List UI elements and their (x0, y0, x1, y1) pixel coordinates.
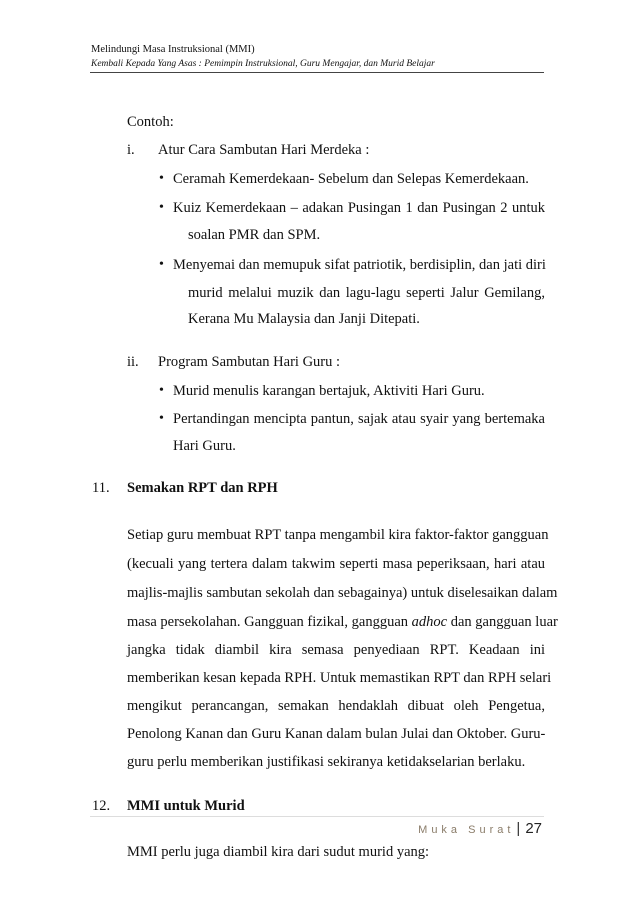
section-11-para-line-9: guru perlu memberikan justifikasi sekiranya ketidakselarian berlaku. (127, 754, 526, 770)
section-12-number: 12. (92, 798, 111, 814)
list-i-bullet-3-line-2: murid melalui muzik dan lagu-lagu seperti Jalur Gemilang, (188, 285, 545, 301)
section-11-para-line-4: masa persekolahan. Gangguan fizikal, gangguan adhoc dan gangguan luar (127, 614, 558, 630)
header-title: Melindungi Masa Instruksional (MMI) (91, 44, 255, 55)
bullet-icon: • (159, 383, 164, 398)
list-title-ii: Program Sambutan Hari Guru : (158, 354, 341, 370)
list-i-bullet-2-line-2: soalan PMR dan SPM. (188, 227, 321, 243)
page-label: Muka Surat (418, 824, 515, 836)
list-title-i: Atur Cara Sambutan Hari Merdeka : (158, 142, 370, 158)
section-11-number: 11. (92, 480, 110, 496)
section-11-para-line-3: majlis-majlis sambutan sekolah dan sebagainya) untuk diselesaikan dalam (127, 585, 558, 601)
list-ii-bullet-2-line-1: Pertandingan mencipta pantun, sajak atau syair yang bertemaka (173, 411, 545, 427)
example-label: Contoh: (127, 114, 174, 130)
section-11-para-line-8: Penolong Kanan dan Guru Kanan dalam bulan Julai dan Oktober. Guru- (127, 726, 546, 742)
header-subtitle: Kembali Kepada Yang Asas : Pemimpin Instruksional, Guru Mengajar, dan Murid Belajar (91, 59, 435, 69)
section-12-title: MMI untuk Murid (127, 798, 245, 814)
list-marker-i: i. (127, 142, 135, 158)
list-i-bullet-1: Ceramah Kemerdekaan- Sebelum dan Selepas Kemerdekaan. (173, 171, 529, 187)
section-11-title: Semakan RPT dan RPH (127, 480, 278, 496)
bullet-icon: • (159, 257, 164, 272)
page-header (91, 43, 541, 70)
bullet-icon: • (159, 171, 164, 186)
section-12-para-line-1: MMI perlu juga diambil kira dari sudut murid yang: (127, 844, 430, 860)
list-ii-bullet-2-line-2: Hari Guru. (173, 438, 236, 454)
list-i-bullet-3-line-1: Menyemai dan memupuk sifat patriotik, berdisiplin, dan jati diri (173, 257, 546, 273)
bullet-icon: • (159, 411, 164, 426)
list-marker-ii: ii. (127, 354, 139, 370)
section-11-para-line-6: memberikan kesan kepada RPH. Untuk memastikan RPT dan RPH selari (127, 670, 552, 686)
page-footer (418, 820, 542, 838)
header-rule (90, 72, 544, 73)
list-ii-bullet-1: Murid menulis karangan bertajuk, Aktiviti Hari Guru. (173, 383, 485, 399)
bullet-icon: • (159, 200, 164, 215)
list-i-bullet-3-line-3: Kerana Mu Malaysia dan Janji Ditepati. (188, 311, 420, 327)
footer-rule (90, 816, 544, 817)
section-11-para-line-5: jangka tidak diambil kira semasa penyediaan RPT. Keadaan ini (127, 642, 545, 658)
section-11-para-line-7: mengikut perancangan, semakan hendaklah dibuat oleh Pengetua, (127, 698, 545, 714)
page-number: 27 (525, 820, 542, 837)
footer-separator: | (516, 820, 521, 837)
list-i-bullet-2-line-1: Kuiz Kemerdekaan – adakan Pusingan 1 dan Pusingan 2 untuk (173, 200, 545, 216)
section-11-para-line-1: Setiap guru membuat RPT tanpa mengambil kira faktor-faktor gangguan (127, 527, 549, 543)
section-11-para-line-2: (kecuali yang tertera dalam takwim seperti masa peperiksaan, hari atau (127, 556, 545, 572)
